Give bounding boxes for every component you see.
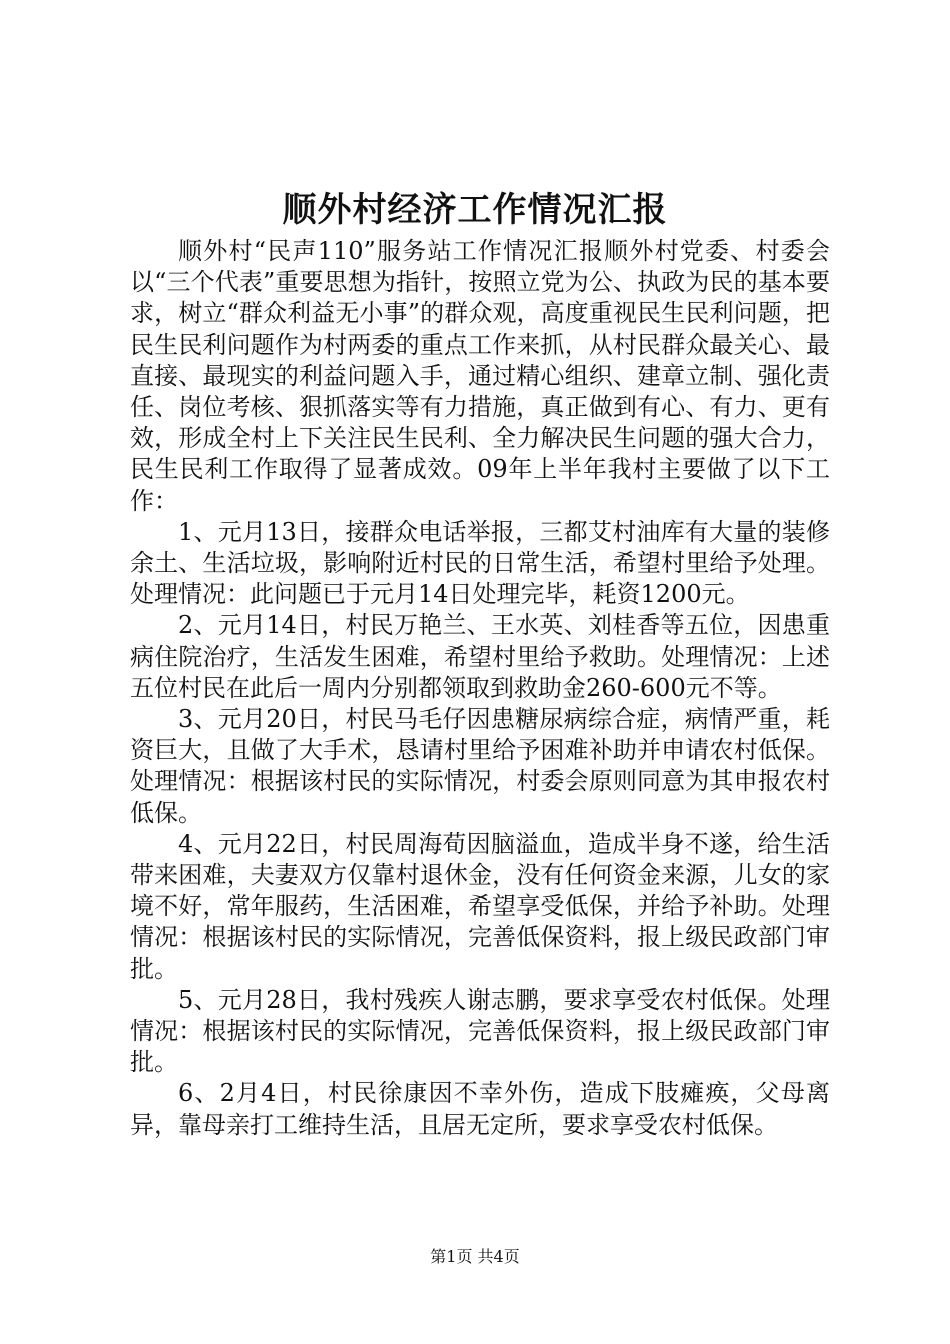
document-body <box>130 236 830 1141</box>
page-footer: 第1页 共4页 <box>430 1247 520 1266</box>
paragraph-intro: 顺外村“民声110”服务站工作情况汇报顺外村党委、村委会以“三个代表”重要思想为指针，按照立党为公、执政为民的基本要求，树立“群众利益无小事”的群众观，高度重视民生民利问题，把民生民利问题作为村两委的重点工作来抓，从村民群众最关心、最直接、最现实的利益问题入手，通过精心组织、建章立制、强化责任、岗位考核、狠抓落实等有力措施，真正做到有心、有力、更有效，形成全村上下关注民生民利、全力解决民生问题的强大合力，民生民利工作取得了显著成效。09年上半年我村主要做了以下工作： <box>130 237 830 515</box>
paragraph-item-2: 2、元月14日，村民万艳兰、王水英、刘桂香等五位，因患重病住院治疗，生活发生困难，希望村里给予救助。处理情况：上述五位村民在此后一周内分别都领取到救助金260-600元不等。 <box>130 611 830 702</box>
paragraph-item-4: 4、元月22日，村民周海荀因脑溢血，造成半身不遂，给生活带来困难，夫妻双方仅靠村退休金，没有任何资金来源，儿女的家境不好，常年服药，生活困难，希望享受低保，并给予补助。处理情况：根据该村民的实际情况，完善低保资料，报上级民政部门审批。 <box>130 829 830 983</box>
document-title: 顺外村经济工作情况汇报 <box>282 190 668 230</box>
paragraph-item-5: 5、元月28日，我村残疾人谢志鹏，要求享受农村低保。处理情况：根据该村民的实际情况，完善低保资料，报上级民政部门审批。 <box>130 985 830 1077</box>
paragraph-item-3: 3、元月20日，村民马毛仔因患糖尿病综合症，病情严重，耗资巨大，且做了大手术，恳请村里给予困难补助并申请农村低保。处理情况：根据该村民的实际情况，村委会原则同意为其申报农村低保。 <box>130 705 830 827</box>
paragraph-item-1: 1、元月13日，接群众电话举报，三都艾村油库有大量的装修余土、生活垃圾，影响附近村民的日常生活，希望村里给予处理。处理情况：此问题已于元月14日处理完毕，耗资1200元。 <box>130 517 830 609</box>
paragraph-item-6: 6、2月4日，村民徐康因不幸外伤，造成下肢瘫痪，父母离异，靠母亲打工维持生活，且居无定所，要求享受农村低保。 <box>130 1079 830 1139</box>
